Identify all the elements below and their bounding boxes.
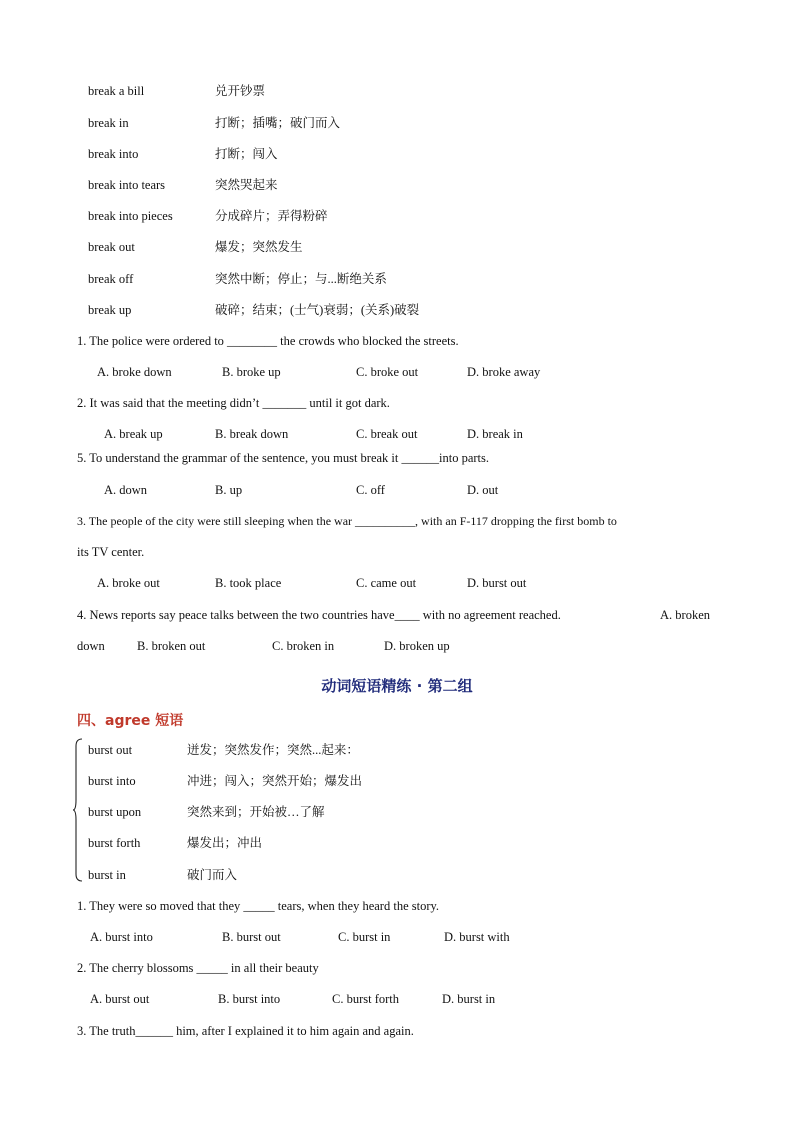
question-stem: 3. The truth______ him, after I explained it to him again and again. xyxy=(77,1024,414,1038)
question-stem: 2. It was said that the meeting didn’t _______ until it got dark. xyxy=(77,396,390,410)
option: A. broke down xyxy=(97,365,172,379)
option-continued: down xyxy=(77,639,105,653)
option: C. broke out xyxy=(356,365,419,379)
section-heading: 四、agree 短语 xyxy=(77,713,184,729)
phrase-zh: 迸发；突然发作；突然...起来： xyxy=(187,743,359,757)
option: A. broke out xyxy=(97,576,160,590)
option: B. up xyxy=(215,483,243,497)
phrase-en: break out xyxy=(88,240,135,254)
option: C. burst in xyxy=(338,930,391,944)
option: D. out xyxy=(467,483,499,497)
question-stem-continued: its TV center. xyxy=(77,545,145,559)
option: C. came out xyxy=(356,576,417,590)
phrase-en: burst into xyxy=(88,774,136,788)
phrase-zh: 爆发出；冲出 xyxy=(187,836,263,850)
phrase-en: break in xyxy=(88,116,129,130)
option: D. broken up xyxy=(384,639,450,653)
option: B. broken out xyxy=(137,639,206,653)
option: B. burst out xyxy=(222,930,281,944)
phrase-zh: 破门而入 xyxy=(187,868,238,882)
phrase-en: burst forth xyxy=(88,836,141,850)
phrase-en: break up xyxy=(88,303,132,317)
phrase-zh: 突然哭起来 xyxy=(215,178,278,192)
phrase-zh: 兑开钞票 xyxy=(215,84,266,98)
option: A. break up xyxy=(104,427,163,441)
question-stem: 2. The cherry blossoms _____ in all their beauty xyxy=(77,961,319,975)
option: C. broken in xyxy=(272,639,335,653)
option: B. burst into xyxy=(218,992,281,1006)
question-stem: 5. To understand the grammar of the sentence, you must break it ______into parts. xyxy=(77,451,489,465)
phrase-zh: 分成碎片；弄得粉碎 xyxy=(215,209,328,223)
option: B. took place xyxy=(215,576,282,590)
option: D. break in xyxy=(467,427,523,441)
option: C. break out xyxy=(356,427,418,441)
phrase-en: break into tears xyxy=(88,178,166,192)
option: B. broke up xyxy=(222,365,281,379)
phrase-zh: 打断；闯入 xyxy=(215,147,278,161)
phrase-en: break off xyxy=(88,272,134,286)
group-title: 动词短语精练 · 第二组 xyxy=(321,677,473,695)
option: A. burst into xyxy=(90,930,153,944)
question-stem: 1. They were so moved that they _____ tears, when they heard the story. xyxy=(77,899,440,913)
curly-brace xyxy=(72,738,84,882)
option: D. burst out xyxy=(467,576,527,590)
option: C. burst forth xyxy=(332,992,400,1006)
phrase-zh: 爆发；突然发生 xyxy=(215,240,303,254)
option: A. down xyxy=(104,483,148,497)
question-stem: 4. News reports say peace talks between the two countries have____ with no agreement reached. xyxy=(77,608,561,622)
question-stem: 1. The police were ordered to ________ the crowds who blocked the streets. xyxy=(77,334,459,348)
phrase-en: burst upon xyxy=(88,805,142,819)
phrase-en: burst out xyxy=(88,743,133,757)
option: D. broke away xyxy=(467,365,541,379)
option: A. burst out xyxy=(90,992,150,1006)
phrase-zh: 突然中断；停止；与...断绝关系 xyxy=(215,272,387,286)
option: D. burst in xyxy=(442,992,496,1006)
question-stem: 3. The people of the city were still sleeping when the war __________, with an F-117 dropping the first bomb to xyxy=(77,514,617,528)
option: C. off xyxy=(356,483,385,497)
phrase-en: break into xyxy=(88,147,139,161)
phrase-en: burst in xyxy=(88,868,126,882)
phrase-en: break a bill xyxy=(88,84,145,98)
phrase-zh: 突然来到；开始被…了解 xyxy=(187,805,325,819)
option: B. break down xyxy=(215,427,289,441)
phrase-en: break into pieces xyxy=(88,209,173,223)
option: A. broken xyxy=(660,608,710,622)
phrase-zh: 破碎；结束；(士气)衰弱；(关系)破裂 xyxy=(215,303,420,317)
phrase-zh: 冲进；闯入；突然开始；爆发出 xyxy=(187,774,363,788)
option: D. burst with xyxy=(444,930,510,944)
phrase-zh: 打断；插嘴；破门而入 xyxy=(215,116,341,130)
